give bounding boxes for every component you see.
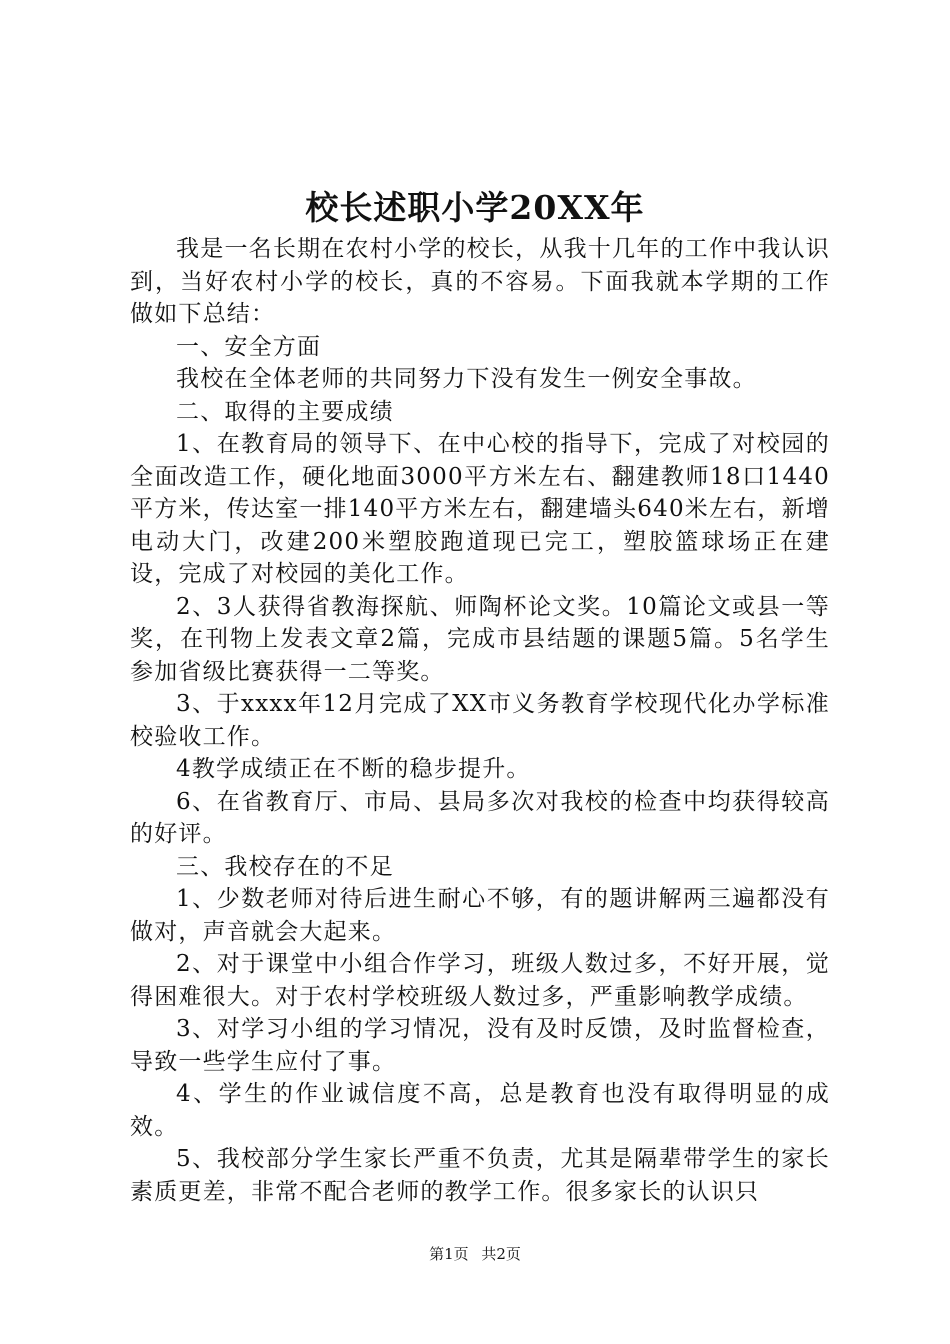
document-title: 校长述职小学20XX年 xyxy=(305,188,645,227)
page-number-current: 第1页 xyxy=(429,1245,469,1263)
paragraph-achievement-1: 1、在教育局的领导下、在中心校的指导下，完成了对校园的全面改造工作，硬化地面3000平方米左右、翻建教师18口1440平方米，传达室一排140平方米左右，翻建墙头640米左右，新增电动大门，改建200米塑胶跑道现已完工，塑胶篮球场正在建设，完成了对校园的美化工作。 xyxy=(130,431,830,587)
paragraph-achievement-3: 3、于xxxx年12月完成了XX市义务教育学校现代化办学标准校验收工作。 xyxy=(130,691,830,750)
paragraph-safety: 我校在全体老师的共同努力下没有发生一例安全事故。 xyxy=(176,366,757,392)
section-heading-safety: 一、安全方面 xyxy=(176,333,322,360)
paragraph-shortcoming-3: 3、对学习小组的学习情况，没有及时反馈，及时监督检查，导致一些学生应付了事。 xyxy=(130,1016,830,1075)
paragraph-shortcoming-1: 1、少数老师对待后进生耐心不够，有的题讲解两三遍都没有做对，声音就会大起来。 xyxy=(130,886,830,945)
page-footer xyxy=(0,1244,950,1264)
paragraph-achievement-2: 2、3人获得省教海探航、师陶杯论文奖。10篇论文或县一等奖，在刊物上发表文章2篇，完成市县结题的课题5篇。5名学生参加省级比赛获得一二等奖。 xyxy=(130,593,830,685)
paragraph-achievement-6: 6、在省教育厅、市局、县局多次对我校的检查中均获得较高的好评。 xyxy=(130,788,830,847)
page-number-total: 共2页 xyxy=(481,1245,521,1263)
paragraph-achievement-4: 4教学成绩正在不断的稳步提升。 xyxy=(176,756,531,782)
paragraph-shortcoming-2: 2、对于课堂中小组合作学习，班级人数过多，不好开展，觉得困难很大。对于农村学校班级人数过多，严重影响教学成绩。 xyxy=(130,951,830,1010)
section-heading-shortcomings: 三、我校存在的不足 xyxy=(176,853,394,880)
section-heading-achievements: 二、取得的主要成绩 xyxy=(176,398,394,425)
paragraph-shortcoming-5: 5、我校部分学生家长严重不负责，尤其是隔辈带学生的家长素质更差，非常不配合老师的教学工作。很多家长的认识只 xyxy=(130,1146,830,1205)
paragraph-shortcoming-4: 4、学生的作业诚信度不高，总是教育也没有取得明显的成效。 xyxy=(130,1081,830,1140)
paragraph-intro: 我是一名长期在农村小学的校长，从我十几年的工作中我认识到，当好农村小学的校长，真的不容易。下面我就本学期的工作做如下总结： xyxy=(130,236,830,327)
document-body xyxy=(130,233,830,1208)
